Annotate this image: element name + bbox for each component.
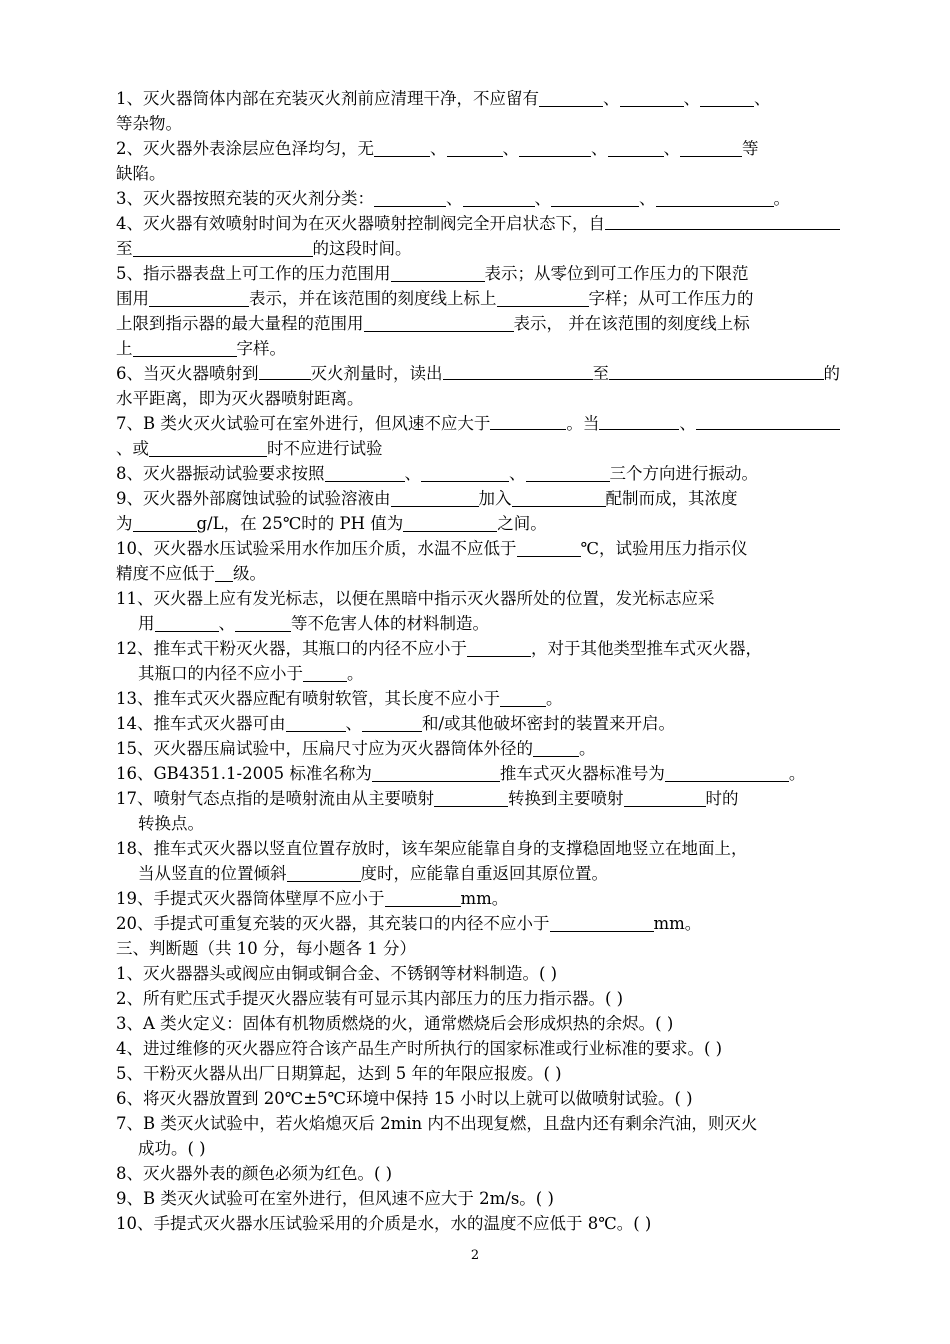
question-1-line-2 bbox=[116, 111, 840, 137]
question-9-line-1 bbox=[116, 486, 840, 512]
question-9-text: 为 bbox=[116, 514, 133, 533]
question-13-text: 。 bbox=[546, 689, 563, 708]
answer-blank[interactable] bbox=[526, 463, 610, 482]
answer-blank[interactable] bbox=[467, 638, 531, 657]
question-2-line-1 bbox=[116, 136, 840, 162]
answer-blank[interactable] bbox=[519, 138, 591, 157]
answer-blank[interactable] bbox=[609, 361, 824, 380]
question-6-text: 灭火剂量时，读出 bbox=[310, 364, 443, 383]
question-13-line-1 bbox=[116, 686, 840, 712]
question-12-text: 12、推车式干粉灭火器，其瓶口的内径不应小于 bbox=[116, 639, 467, 658]
question-14-text: 和/或其他破坏密封的装置来开启。 bbox=[422, 714, 676, 733]
judgement-item: 2、所有贮压式手提灭火器应装有可显示其内部压力的压力指示器。( ) bbox=[116, 989, 624, 1008]
judgement-item: 5、干粉灭火器从出厂日期算起，达到 5 年的年限应报废。( ) bbox=[116, 1064, 562, 1083]
question-12-line-1 bbox=[116, 636, 840, 662]
question-15-text: 15、灭火器压扁试验中，压扁尺寸应为灭火器筒体外径的 bbox=[116, 739, 533, 758]
question-5-line-1 bbox=[116, 261, 840, 287]
answer-blank[interactable] bbox=[286, 713, 346, 732]
question-5-line-3 bbox=[116, 311, 840, 337]
question-18-text: 18、推车式灭火器以竖直位置存放时，该车架应能靠自身的支撑稳固地竖立在地面上， bbox=[116, 839, 748, 858]
answer-blank[interactable] bbox=[620, 88, 684, 107]
question-11-line-2 bbox=[138, 611, 862, 637]
question-15-line-1 bbox=[116, 736, 840, 762]
answer-blank[interactable] bbox=[550, 913, 654, 932]
question-11-text: 等不危害人体的材料制造。 bbox=[291, 614, 489, 633]
answer-blank[interactable] bbox=[325, 463, 405, 482]
question-2-text: 2、灭火器外表涂层应色泽均匀，无 bbox=[116, 139, 374, 158]
question-6-text: 6、当灭火器喷射到 bbox=[116, 364, 259, 383]
answer-blank[interactable] bbox=[391, 263, 485, 282]
answer-blank[interactable] bbox=[372, 763, 500, 782]
question-9-text: 加入 bbox=[478, 489, 512, 508]
answer-blank[interactable] bbox=[599, 411, 679, 430]
answer-blank[interactable] bbox=[287, 863, 361, 882]
judgement-item: 1、灭火器器头或阀应由铜或铜合金、不锈钢等材料制造。( ) bbox=[116, 964, 558, 983]
judgement-item: 4、进过维修的灭火器应符合该产品生产时所执行的国家标准或行业标准的要求。( ) bbox=[116, 1039, 723, 1058]
question-7-text: 时不应进行试验 bbox=[267, 439, 383, 458]
question-8-text: 8、灭火器振动试验要求按照 bbox=[116, 464, 325, 483]
separator-text: 、 bbox=[663, 139, 680, 158]
question-16-line-1 bbox=[116, 761, 840, 787]
answer-blank[interactable] bbox=[259, 361, 311, 380]
question-6-text: 水平距离，即为灭火器喷射距离。 bbox=[116, 389, 364, 408]
judgement-item: 10、手提式灭火器水压试验采用的介质是水，水的温度不应低于 8℃。( ) bbox=[116, 1214, 652, 1233]
separator-text: 、 bbox=[345, 714, 362, 733]
question-5-line-2 bbox=[116, 286, 840, 312]
question-20-text: mm。 bbox=[653, 914, 702, 933]
answer-blank[interactable] bbox=[215, 563, 233, 582]
question-10-text: ℃，试验用压力指示仪 bbox=[580, 539, 748, 558]
answer-blank[interactable] bbox=[605, 211, 840, 230]
section-title: 三、判断题（共 10 分，每小题各 1 分） bbox=[116, 939, 416, 958]
question-13-text: 13、推车式灭火器应配有喷射软管，其长度不应小于 bbox=[116, 689, 500, 708]
question-5-text: 5、指示器表盘上可工作的压力范围用 bbox=[116, 264, 391, 283]
answer-blank[interactable] bbox=[362, 713, 422, 732]
separator-text: 。 bbox=[773, 189, 790, 208]
question-7-text: 、或 bbox=[116, 439, 149, 458]
answer-blank[interactable] bbox=[517, 538, 581, 557]
answer-blank[interactable] bbox=[551, 188, 639, 207]
separator-text: 、 bbox=[430, 139, 447, 158]
page-number: 2 bbox=[470, 1248, 480, 1263]
answer-blank[interactable] bbox=[235, 613, 291, 632]
question-10-line-1 bbox=[116, 536, 840, 562]
question-7-line-1 bbox=[116, 411, 840, 437]
question-5-text: 表示，并在该范围的刻度线上标上 bbox=[249, 289, 497, 308]
judgement-item: 7、B 类灭火试验中，若火焰熄灭后 2min 内不出现复燃，且盘内还有剩余汽油，则灭火 bbox=[116, 1114, 758, 1133]
answer-blank[interactable] bbox=[385, 888, 461, 907]
answer-blank[interactable] bbox=[403, 513, 497, 532]
question-10-text: 精度不应低于 bbox=[116, 564, 215, 583]
question-11-text: 11、灭火器上应有发光标志，以便在黑暗中指示灭火器所处的位置，发光标志应采 bbox=[116, 589, 715, 608]
separator-text: 、 bbox=[502, 139, 519, 158]
question-9-line-2 bbox=[116, 511, 840, 537]
question-9-text: 配制而成，其浓度 bbox=[605, 489, 738, 508]
question-3-text: 3、灭火器按照充装的灭火剂分类： bbox=[116, 189, 374, 208]
question-17-text: 转换到主要喷射 bbox=[508, 789, 624, 808]
question-2-text: 缺陷。 bbox=[116, 164, 166, 183]
question-12-text: ，对于其他类型推车式灭火器， bbox=[531, 639, 762, 658]
question-14-line-1 bbox=[116, 711, 840, 737]
question-5-line-4 bbox=[116, 336, 840, 362]
answer-blank[interactable] bbox=[533, 738, 579, 757]
answer-blank[interactable] bbox=[665, 763, 789, 782]
question-1-text: 1、灭火器筒体内部在充装灭火剂前应清理干净，不应留有 bbox=[116, 89, 539, 108]
question-8-text: 三个方向进行振动。 bbox=[609, 464, 758, 483]
question-9-text: 之间。 bbox=[497, 514, 547, 533]
answer-blank[interactable] bbox=[421, 463, 509, 482]
question-16-text: 推车式灭火器标准号为 bbox=[499, 764, 665, 783]
question-18-text: 当从竖直的位置倾斜 bbox=[138, 864, 287, 883]
answer-blank[interactable] bbox=[155, 613, 219, 632]
separator-text: 、 bbox=[679, 414, 696, 433]
separator-text: 、 bbox=[591, 139, 608, 158]
answer-blank[interactable] bbox=[696, 411, 840, 430]
question-17-line-1 bbox=[116, 786, 840, 812]
answer-blank[interactable] bbox=[624, 788, 706, 807]
question-5-text: 字样。 bbox=[236, 339, 286, 358]
separator-text: 、 bbox=[639, 189, 656, 208]
question-17-text: 转换点。 bbox=[138, 814, 204, 833]
question-10-line-2 bbox=[116, 561, 840, 587]
answer-blank[interactable] bbox=[443, 361, 593, 380]
question-19-text: 19、手提式灭火器筒体壁厚不应小于 bbox=[116, 889, 385, 908]
question-6-line-2 bbox=[116, 386, 840, 412]
question-10-text: 级。 bbox=[233, 564, 266, 583]
question-12-line-2 bbox=[138, 661, 862, 687]
judgement-item-continuation: 成功。( ) bbox=[138, 1139, 206, 1158]
question-1-text: 等杂物。 bbox=[116, 114, 182, 133]
question-9-text: 9、灭火器外部腐蚀试验的试验溶液由 bbox=[116, 489, 391, 508]
answer-blank[interactable] bbox=[374, 188, 446, 207]
answer-blank[interactable] bbox=[656, 188, 774, 207]
question-2-line-2 bbox=[116, 161, 840, 187]
answer-blank[interactable] bbox=[680, 138, 742, 157]
question-1-line-1 bbox=[116, 86, 840, 112]
question-7-text: 。当 bbox=[566, 414, 600, 433]
question-5-text: 上 bbox=[116, 339, 133, 358]
question-7-line-2 bbox=[116, 436, 840, 462]
answer-blank[interactable] bbox=[149, 288, 249, 307]
question-19-text: mm。 bbox=[460, 889, 509, 908]
separator-text: 、 bbox=[754, 89, 771, 108]
question-12-text: 。 bbox=[347, 664, 364, 683]
answer-blank[interactable] bbox=[608, 138, 664, 157]
question-5-text: 表示；从零位到可工作压力的下限范 bbox=[484, 264, 749, 283]
question-4-line-1 bbox=[116, 211, 840, 237]
separator-text: 、 bbox=[218, 614, 235, 633]
answer-blank[interactable] bbox=[497, 288, 589, 307]
question-20-line-1 bbox=[116, 911, 840, 937]
answer-blank[interactable] bbox=[434, 788, 508, 807]
question-11-line-1 bbox=[116, 586, 840, 612]
answer-blank[interactable] bbox=[700, 88, 754, 107]
question-5-text: 围用 bbox=[116, 289, 149, 308]
answer-blank[interactable] bbox=[133, 238, 313, 257]
question-14-text: 14、推车式灭火器可由 bbox=[116, 714, 286, 733]
question-11-text: 用 bbox=[138, 614, 155, 633]
question-4-text: 4、灭火器有效喷射时间为在灭火器喷射控制阀完全开启状态下，自 bbox=[116, 214, 605, 233]
separator-text: 、 bbox=[534, 189, 551, 208]
question-20-text: 20、手提式可重复充装的灭火器，其充装口的内径不应小于 bbox=[116, 914, 550, 933]
question-8-line-1 bbox=[116, 461, 840, 487]
question-18-line-2 bbox=[138, 861, 862, 887]
answer-blank[interactable] bbox=[463, 188, 535, 207]
separator-text: 、 bbox=[683, 89, 700, 108]
question-10-text: 10、灭火器水压试验采用水作加压介质，水温不应低于 bbox=[116, 539, 517, 558]
question-17-text: 17、喷射气态点指的是喷射流由从主要喷射 bbox=[116, 789, 434, 808]
question-7-text: 7、B 类火灭火试验可在室外进行，但风速不应大于 bbox=[116, 414, 491, 433]
question-17-text: 时的 bbox=[705, 789, 739, 808]
answer-blank[interactable] bbox=[374, 138, 430, 157]
answer-blank[interactable] bbox=[149, 438, 267, 457]
question-4-line-2 bbox=[116, 236, 840, 262]
question-5-text: 表示， 并在该范围的刻度线上标 bbox=[513, 314, 750, 333]
separator-text: 、 bbox=[446, 189, 463, 208]
question-2-text: 等 bbox=[742, 139, 759, 158]
separator-text: 、 bbox=[509, 464, 526, 483]
question-6-text: 的 bbox=[823, 364, 840, 383]
question-9-text: g/L，在 25℃时的 PH 值为 bbox=[196, 514, 404, 533]
answer-blank[interactable] bbox=[539, 88, 603, 107]
answer-blank[interactable] bbox=[512, 488, 606, 507]
answer-blank[interactable] bbox=[303, 663, 347, 682]
answer-blank[interactable] bbox=[500, 688, 546, 707]
answer-blank[interactable] bbox=[391, 488, 479, 507]
separator-text: 、 bbox=[603, 89, 620, 108]
question-3-line-1 bbox=[116, 186, 840, 212]
question-19-line-1 bbox=[116, 886, 840, 912]
judgement-item: 8、灭火器外表的颜色必须为红色。( ) bbox=[116, 1164, 393, 1183]
answer-blank[interactable] bbox=[133, 513, 197, 532]
question-4-text: 至 bbox=[116, 239, 133, 258]
judgement-item: 3、A 类火定义：固体有机物质燃烧的火，通常燃烧后会形成炽热的余烬。( ) bbox=[116, 1014, 674, 1033]
answer-blank[interactable] bbox=[133, 338, 237, 357]
judgement-item: 6、将灭火器放置到 20℃±5℃环境中保持 15 小时以上就可以做喷射试验。( ) bbox=[116, 1089, 693, 1108]
answer-blank[interactable] bbox=[364, 313, 514, 332]
question-5-text: 上限到指示器的最大量程的范围用 bbox=[116, 314, 364, 333]
answer-blank[interactable] bbox=[447, 138, 503, 157]
question-6-text: 至 bbox=[592, 364, 609, 383]
answer-blank[interactable] bbox=[490, 411, 566, 430]
question-16-text: 16、GB4351.1-2005 标准名称为 bbox=[116, 764, 372, 783]
question-4-text: 的这段时间。 bbox=[312, 239, 412, 258]
separator-text: 、 bbox=[404, 464, 421, 483]
question-17-line-2 bbox=[138, 811, 862, 837]
question-18-line-1 bbox=[116, 836, 840, 862]
question-6-line-1 bbox=[116, 361, 840, 387]
question-12-text: 其瓶口的内径不应小于 bbox=[138, 664, 303, 683]
question-16-text: 。 bbox=[788, 764, 806, 783]
question-15-text: 。 bbox=[579, 739, 596, 758]
question-18-text: 度时，应能靠自重返回其原位置。 bbox=[360, 864, 608, 883]
question-5-text: 字样；从可工作压力的 bbox=[588, 289, 754, 308]
judgement-item: 9、B 类灭火试验可在室外进行，但风速不应大于 2m/s。( ) bbox=[116, 1189, 554, 1208]
